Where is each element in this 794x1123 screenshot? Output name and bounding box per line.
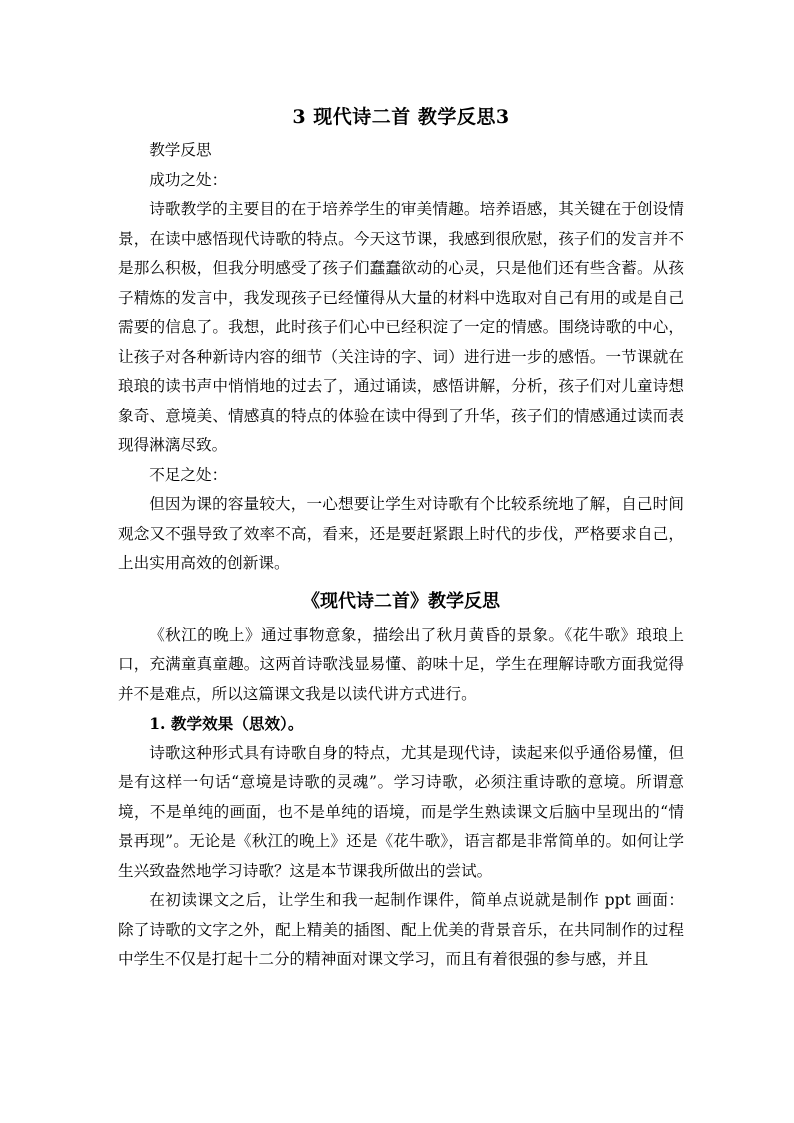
- document-page: [118, 104, 684, 975]
- intro-paragraph: 《秋江的晚上》通过事物意象，描绘出了秋月黄昏的景象。《花牛歌》琅琅上口，充满童真童趣。这两首诗歌浅显易懂、韵味十足，学生在理解诗歌方面我觉得并不是难点，所以这篇课文我是以读代讲方式进行。: [118, 625, 684, 703]
- effect-paragraph-2: 在初读课文之后，让学生和我一起制作课件，简单点说就是制作 ppt 画面：除了诗歌的文字之外，配上精美的插图、配上优美的背景音乐，在共同制作的过程中学生不仅是打起十二分的精神面对课文学习，而且有着很强的参与感，并且: [118, 891, 684, 968]
- reflection-label: 教学反思: [149, 141, 212, 159]
- document-title: 3 现代诗二首 教学反思3: [292, 106, 510, 128]
- success-label: 成功之处：: [149, 170, 228, 189]
- effect-paragraph-1: 诗歌这种形式具有诗歌自身的特点，尤其是现代诗，读起来似乎通俗易懂，但是有这样一句话“意境是诗歌的灵魂”。学习诗歌，必须注重诗歌的意境。所谓意境，不是单纯的画面，也不是单纯的语境，而是学生熟读课文后脑中呈现出的“情景再现”。无论是《秋江的晚上》还是《花牛歌》，语言都是非常简单的。如何让学生兴致盎然地学习诗歌？这是本节课我所做出的尝试。: [118, 743, 684, 880]
- shortcoming-paragraph: 但因为课的容量较大，一心想要让学生对诗歌有个比较系统地了解，自己时间观念又不强导致了效率不高，看来，还是要赶紧跟上时代的步伐，严格要求自己，上出实用高效的创新课。: [118, 495, 684, 572]
- section2-title: 《现代诗二首》教学反思: [302, 590, 500, 612]
- shortcoming-label: 不足之处：: [149, 465, 228, 484]
- success-paragraph: 诗歌教学的主要目的在于培养学生的审美情趣。培养语感，其关键在于创设情景，在读中感悟现代诗歌的特点。今天这节课，我感到很欣慰，孩子们的发言并不是那么积极，但我分明感受了孩子们蠢蠢欲动的心灵，只是他们还有些含蓄。从孩子精炼的发言中，我发现孩子已经懂得从大量的材料中选取对自己有用的或是自己需要的信息了。我想，此时孩子们心中已经积淀了一定的情感。围绕诗歌的中心，让孩子对各种新诗内容的细节（关注诗的字、词）进行进一步的感悟。一节课就在琅琅的读书声中悄悄地的过去了，通过诵读，感悟讲解，分析，孩子们对儿童诗想象奇、意境美、情感真的特点的体验在读中得到了升华，孩子们的情感通过读而表现得淋漓尽致。: [118, 200, 684, 454]
- effect-subheading: 1. 教学效果（思效）。: [149, 714, 304, 733]
